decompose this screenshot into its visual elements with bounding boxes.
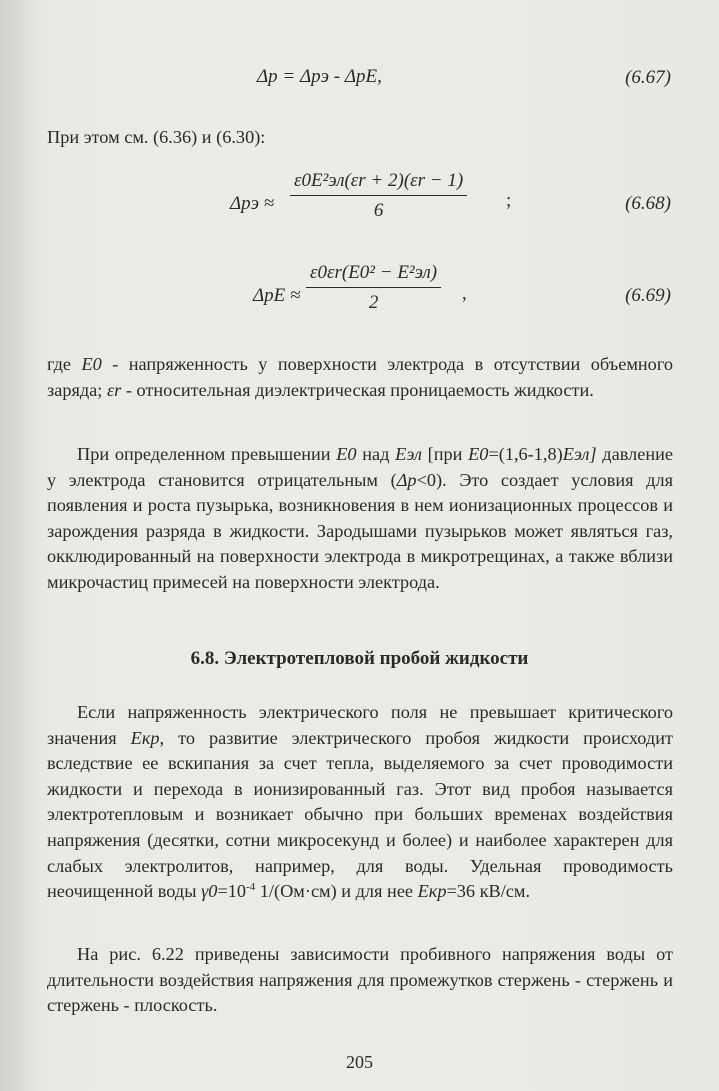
page-binding-shadow <box>0 0 40 1091</box>
equation-6-69-denominator: 2 <box>368 292 379 313</box>
equation-6-67: Δp = Δpэ - ΔpE, <box>257 66 382 87</box>
exponent: -4 <box>246 881 256 894</box>
symbol-e-kr: Eкр <box>417 881 447 902</box>
text-run: =10 <box>217 881 247 902</box>
symbol-gamma-0: γ0 <box>201 881 218 902</box>
text-run: =36 кВ/см. <box>446 881 531 902</box>
text-run: <0). Это создает условия для появления и роста пузырька, возникновения в нем ионизационных процессов и зарождения разряда в жидкости. Зародышами пузырьков может являться газ, окклюдированный на поверхности электрода в микротрещинах, а также вблизи микрочастиц примесей на поверхности электрода. <box>47 469 673 592</box>
symbol-e0: E0 <box>81 354 102 374</box>
text-run: - относительная диэлектрическая проницаемость жидкости. <box>121 379 594 400</box>
text-run: При определенном превышении <box>77 444 337 464</box>
paragraph-negative-pressure <box>47 442 673 596</box>
symbol-e0: E0 <box>468 444 489 464</box>
page-number: 205 <box>346 1052 373 1072</box>
equation-6-69-punct: , <box>462 283 467 304</box>
equation-6-69-lhs: ΔpE ≈ <box>253 285 301 306</box>
text-run: , то развитие электрического пробоя жидкости происходит вследствие ее вскипания за счет тепла, выделяемого за счет проводимости жидкости и перехода в ионизированный газ. Этот вид пробоя называется электротепловым и возникает обычно при больших временах воздействия напряжения (десятки, сотни микросекунд и более) и наиболее характерен для слабых электролитов, например, для воды. Удельная проводимость неочищенной воды <box>47 727 673 902</box>
equation-6-68-lhs: Δpэ ≈ <box>230 193 275 214</box>
paragraph-figure-reference: На рис. 6.22 приведены зависимости пробивного напряжения воды от длительности воздействия напряжения для промежутков стержень - стержень и стержень - плоскость. <box>47 944 673 1016</box>
text-run: давление у электрода становится отрицательным ( <box>47 444 674 490</box>
equation-6-68-numerator: ε0E²эл(εr + 2)(εr − 1) <box>294 170 464 191</box>
text-run: 1/(Ом·см) и для нее <box>255 881 418 902</box>
symbol-e-el: Eэл] <box>562 444 597 464</box>
equation-number-6-67: (6.67) <box>625 67 671 88</box>
section-heading: 6.8. Электротепловой пробой жидкости <box>190 648 529 669</box>
equation-number-6-68: (6.68) <box>625 193 671 214</box>
symbol-delta-p: Δp <box>396 469 417 490</box>
equation-number-6-69: (6.69) <box>625 285 671 306</box>
text-run: - напряженность у поверхности электрода в отсутствии объемного заряда; <box>47 354 673 400</box>
equation-intro-text: При этом см. (6.36) и (6.30): <box>47 127 266 147</box>
text-run: =(1,6-1,8) <box>488 444 563 464</box>
text-run: [при <box>421 444 469 464</box>
symbol-e-kr: Eкр <box>130 727 160 748</box>
text-run: над <box>356 444 396 464</box>
paragraph-electrothermal-breakdown <box>47 700 673 905</box>
symbol-e0: E0 <box>336 444 357 464</box>
equation-6-69-numerator: ε0εr(E0² − E²эл) <box>310 262 438 283</box>
text-run: где <box>47 354 82 374</box>
text-run: Если напряженность электрического поля не превышает критического значения <box>47 702 673 748</box>
equation-6-68-fraction <box>290 170 467 222</box>
equation-6-68-denominator: 6 <box>373 200 384 221</box>
equation-6-69-fraction <box>306 262 441 314</box>
paragraph-definitions <box>47 352 673 403</box>
symbol-e-el: Eэл <box>395 444 422 464</box>
equation-6-68-punct: ; <box>506 190 512 211</box>
symbol-epsilon-r: εr <box>106 379 122 400</box>
